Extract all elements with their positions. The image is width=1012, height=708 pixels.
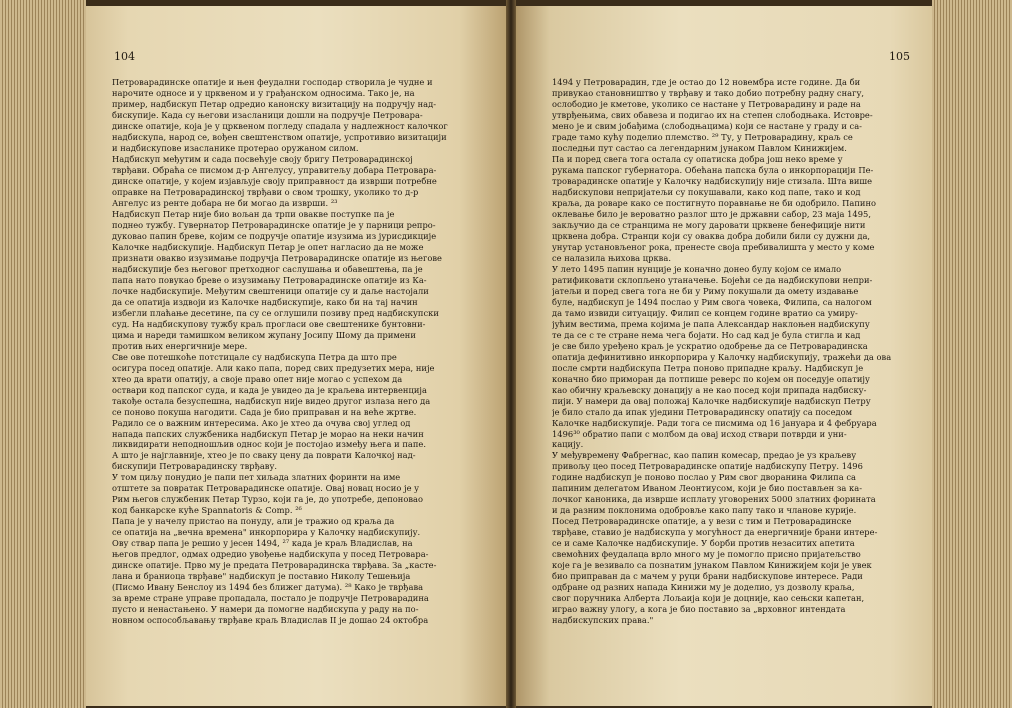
text-line: против њих енергичније мере. bbox=[112, 340, 248, 351]
book-gutter bbox=[506, 0, 516, 708]
text-line: као обичну краљевску донацију а не као посед који припада надбиску- bbox=[552, 384, 867, 395]
text-line: нарочите односе и у црквеном и у грађанском односима. Тако је, на bbox=[112, 87, 415, 98]
text-line: играо важну улогу, а кога је био поставио за „врховног интендата bbox=[552, 604, 846, 615]
text-line: хтео да врати опатију, а своје право опет није могао с успехом да bbox=[112, 373, 403, 384]
text-line: буле, надбискуп је 1494 послао у Рим свога човека, Филипа, са налогом bbox=[552, 296, 872, 307]
text-line: Надбискуп Петар није био вољан да трпи овакве поступке па је bbox=[112, 208, 395, 219]
text-line: динске опатије, у којем изјављује своју приправност да изврши потребне bbox=[112, 175, 437, 186]
text-line: пример, надбискуп Петар одредио канонску визитацију на подручју над- bbox=[112, 98, 437, 109]
text-line: надбискупа, народ се, вођен свештенством опатије, успротивио визитацији bbox=[112, 131, 447, 142]
text-line: осигура посед опатије. Али како папа, поред свих предузетих мера, није bbox=[112, 362, 435, 373]
text-line: био приправан да с мачем у руци брани надбискупове интересе. Ради bbox=[552, 571, 863, 582]
text-line: Папа је у начелу пристао на понуду, али је тражио од краља да bbox=[112, 516, 395, 527]
text-line: да се опатија издвоји из Калочке надбискупије, како би на тај начин bbox=[112, 296, 418, 307]
text-line: свог поручника Алберта Лољаија који је доцније, као сењски капетан, bbox=[552, 593, 865, 604]
text-line: и надбискупове изасланике протерао оружаном силом. bbox=[112, 142, 359, 153]
text-line: бискупије. Када су његови изасланици дошли на подручје Петровара- bbox=[112, 109, 423, 120]
text-line: динске опатије, која је у црквеном погледу спадала у надлежност калочког bbox=[112, 120, 448, 131]
text-line: краља, да роваре како се постигнуто поравнање не би одобрило. Папино bbox=[552, 197, 877, 208]
text-line: поднео тужбу. Гувернатор Петроварадинске опатије је у парници репро- bbox=[112, 219, 436, 230]
text-line: тврђави. Обраћа се писмом д-р Ангелусу, управитељу добара Петровара- bbox=[112, 164, 437, 175]
page-number-left: 104 bbox=[114, 50, 135, 63]
text-line: избегли плаћање десетине, па су се оглушили позиву пред надбискупски bbox=[112, 307, 439, 318]
text-line: те да се с те стране нема чега бојати. Но сад кад је була стигла и кад bbox=[552, 329, 861, 340]
right-page-text bbox=[552, 77, 912, 626]
page-edges-right bbox=[932, 0, 1012, 708]
text-line: напада папских службеника надбискуп Петар је морао на неки начин bbox=[112, 428, 424, 439]
text-line: оправке на Петроварадинској тврђави о свом трошку, уколико то д-р bbox=[112, 186, 419, 197]
text-line: се налазила њихова црква. bbox=[552, 252, 671, 263]
text-line: отштете за повратак Петроварадинске опатије. Овај новац носио је у bbox=[112, 483, 420, 494]
text-line: унутар установљеног рока, пренесте своја пребивалишта у место у коме bbox=[552, 241, 875, 252]
text-line: Ову ствар папа је решио у јесен 1494, ²⁷ када је краљ Владислав, на bbox=[112, 538, 413, 549]
text-line: се поново покуша нагодити. Сада је био приправан и на веће жртве. bbox=[112, 406, 417, 417]
text-line: Радило се о важним интересима. Ако је хтео да очува свој углед од bbox=[112, 417, 411, 428]
text-line: кацију. bbox=[552, 439, 584, 450]
text-line: лочког каноника, да изврше исплату уговорених 5000 златних форината bbox=[552, 494, 876, 505]
text-line: граде тамо кућу поделио племство. ²⁹ Ту, у Петроварадину, краљ се bbox=[552, 131, 853, 142]
text-line: да тамо извиди ситуацију. Филип се концем године вратио са умиру- bbox=[552, 307, 858, 318]
text-line: утврђењима, свих обавеза и подигао их на степен слободњака. Истовре- bbox=[552, 109, 873, 120]
text-line: лана и браниоца тврђаве" надбискуп је поставио Николу Тешењија bbox=[112, 571, 411, 582]
text-line: оствари код папског суда, и када је увидео да је краљева интервенција bbox=[112, 384, 427, 395]
text-line: 1494 у Петроварадин, где је остао до 12 новембра исте године. Да би bbox=[552, 77, 861, 87]
text-line: Калочке надбискупије. Надбискуп Петар је опет нагласио да не може bbox=[112, 241, 424, 252]
text-line: код банкарске куће Spannatoris & Comp. ²⁶ bbox=[112, 505, 302, 516]
text-line: одбране од разних напада Кинижи му је доделио, уз дозволу краља, bbox=[552, 582, 855, 593]
text-line: и да разним поклонима одобровље како папу тако и чланове курије. bbox=[552, 505, 857, 516]
text-line: Петроварадинске опатије и њен феудални господар створила је чудне и bbox=[112, 77, 433, 87]
text-line: папа нато повукао бреве о изузимању Петроварадинске опатије из Ка- bbox=[112, 274, 427, 285]
text-line: јућим вестима, према којима је папа Александар наклоњен надбискупу bbox=[552, 318, 870, 329]
text-line: лочке надбискупије. Међутим свештеници опатије су и даље настојали bbox=[112, 285, 429, 296]
text-line: оклевање било је вероватно разлог што је државни сабор, 23 маја 1495, bbox=[552, 208, 871, 219]
text-line: јатељи и поред свега тога не би у Риму покушали да омету издавање bbox=[552, 285, 859, 296]
text-line: његов предлог, одмах одредио увођење надбискупа у посед Петровара- bbox=[112, 549, 429, 560]
text-line: Калочке надбискупије. Ради тога се писмима од 16 јануара и 4 фебруара bbox=[552, 417, 877, 428]
text-line: црквена добра. Странци који су оваква добра добили били су дужни да, bbox=[552, 230, 871, 241]
text-line: опатија дефинитивно инкорпорира у Калочку надбискупију, тражећи да ова bbox=[552, 351, 892, 362]
text-line: такође остала безуспешна, надбискуп није видео другог излаза него да bbox=[112, 395, 431, 406]
text-line: новном оспособљавању тврђаве краљ Владислав II је дошао 24 октобра bbox=[112, 615, 429, 626]
text-line: после смрти надбискупа Петра поново припадне краљу. Надбискуп је bbox=[552, 362, 864, 373]
text-line: Ангелус из ренте добара не би могао да изврши. ²³ bbox=[112, 197, 338, 208]
page-number-right: 105 bbox=[889, 50, 910, 63]
text-line: је све било уређено краљ је ускратио одобрење да се Петроварадинска bbox=[552, 340, 868, 351]
text-line: надбискупије без његовог претходног саслушања и обавештења, па је bbox=[112, 263, 423, 274]
text-line: последњи пут састао са легендарним јунаком Павлом Кинижијем. bbox=[552, 142, 847, 153]
text-line: надбискупови непријатељи су покушавали, како код папе, тако и код bbox=[552, 186, 861, 197]
left-page bbox=[86, 6, 510, 706]
text-line: Посед Петроварадинске опатије, а у вези с тим и Петроварадинске bbox=[552, 516, 852, 527]
text-line: папиним делегатом Иваном Леонтиусом, који је био постављен за ка- bbox=[552, 483, 863, 494]
text-line: се опатија на „вечна времена" инкорпорира у Калочку надбискупију. bbox=[112, 527, 421, 538]
text-line: ратификовати склопљено утаначење. Бојећи се да надбискупови непри- bbox=[552, 274, 873, 285]
text-line: У лето 1495 папин нунције је коначно донео булу којом се имало bbox=[552, 263, 842, 274]
text-line: привољу цео посед Петроварадинске опатије надбискупу Петру. 1496 bbox=[552, 461, 863, 472]
text-line: суд. На надбискупову тужбу краљ прогласи ове свештенике бунтовни- bbox=[112, 318, 426, 329]
text-line: 1496³⁰ обратио папи с молбом да овај исход ствари потврди и уни- bbox=[552, 428, 847, 439]
text-line: ликвидирати неподношљив однос који је постојао између њега и папе. bbox=[112, 439, 426, 450]
page-edges-left bbox=[0, 0, 86, 708]
text-line: признати овакво изузимање подручја Петроварадинске опатије из његове bbox=[112, 252, 442, 263]
text-line: за време стране управе пропадала, постало је подручје Петроварадина bbox=[112, 593, 429, 604]
text-line: пусто и ненастањено. У намери да помогне надбискупа у раду на по- bbox=[112, 604, 419, 615]
text-line: бискупији Петроварадинску тврђаву. bbox=[112, 461, 278, 472]
text-line: године надбискуп је поново послао у Рим свог дворанина Филипа са bbox=[552, 472, 856, 483]
text-line: коначно био примoран да потпише реверс по којем он поседује опатију bbox=[552, 373, 870, 384]
text-line: Па и поред свега тога остала су опатиска добра још неко време у bbox=[552, 153, 843, 164]
text-line: рукама папског губернатора. Обећана папска була о инкорпорацији Пе- bbox=[552, 164, 874, 175]
text-line: свемоћних феудалаца врло много му је помогло присно пријатељство bbox=[552, 549, 861, 560]
text-line: динске опатије. Прво му је предата Петроварадинска тврђава. За „касте- bbox=[112, 560, 437, 571]
text-line: надбискупских права." bbox=[552, 615, 654, 626]
text-line: дуковао папин бреве, којим се подручје опатије изузима из јурисдикције bbox=[112, 230, 437, 241]
text-line: У међувремену Фабрегнас, као папин комесар, предао је уз краљеву bbox=[552, 450, 857, 461]
text-line: ослободио је кметове, уколико се настане у Петроварадину и раде на bbox=[552, 98, 861, 109]
text-line: Све ове потешкоће потстицале су надбискупа Петра да што пре bbox=[112, 351, 397, 362]
text-line: мено је и свим јобађима (слободњацима) који се настане у граду и са- bbox=[552, 120, 863, 131]
text-line: које га је везивало са познатим јунаком Павлом Кинижијем који је увек bbox=[552, 560, 872, 571]
text-line: је било стало да ипак уједини Петроварадинску опатију са поседом bbox=[552, 406, 853, 417]
text-line: привукао становништво у тврђаву и тако добио потребну радну снагу, bbox=[552, 87, 865, 98]
text-line: Надбискуп међутим и сада посвећује своју бригу Петроварадинској bbox=[112, 153, 413, 164]
text-line: се и саме Калочке надбискупије. У борби против незаситих апетита bbox=[552, 538, 855, 549]
right-page bbox=[512, 6, 932, 706]
text-line: пији. У намери да оваj положај Калочке надбискупије надбискуп Петру bbox=[552, 395, 871, 406]
text-line: Рим његов службеник Петар Турзо, који га је, до употребе, депоновао bbox=[112, 494, 424, 505]
text-line: закључио да се странцима не могу даровати црквене бенефиције нити bbox=[552, 219, 866, 230]
left-page-text bbox=[112, 77, 498, 626]
text-line: троварадинске опатије у Калочку надбискупију није стизала. Шта више bbox=[552, 175, 873, 186]
text-line: цима и нареди тамишком великом жупану Јосипу Шому да примени bbox=[112, 329, 416, 340]
text-line: тврђаве, ставио је надбискупа у могућност да енергичније брани интере- bbox=[552, 527, 878, 538]
text-line: (Писмо Ивану Бенслоу из 1494 без ближег датума). ²⁸ Како је тврђава bbox=[112, 582, 424, 593]
text-line: А што је најглавније, хтео је по сваку цену да поврати Калочкој над- bbox=[112, 450, 416, 461]
text-line: У том циљу понудио је папи пет хиљада златних форинти на име bbox=[112, 472, 401, 483]
